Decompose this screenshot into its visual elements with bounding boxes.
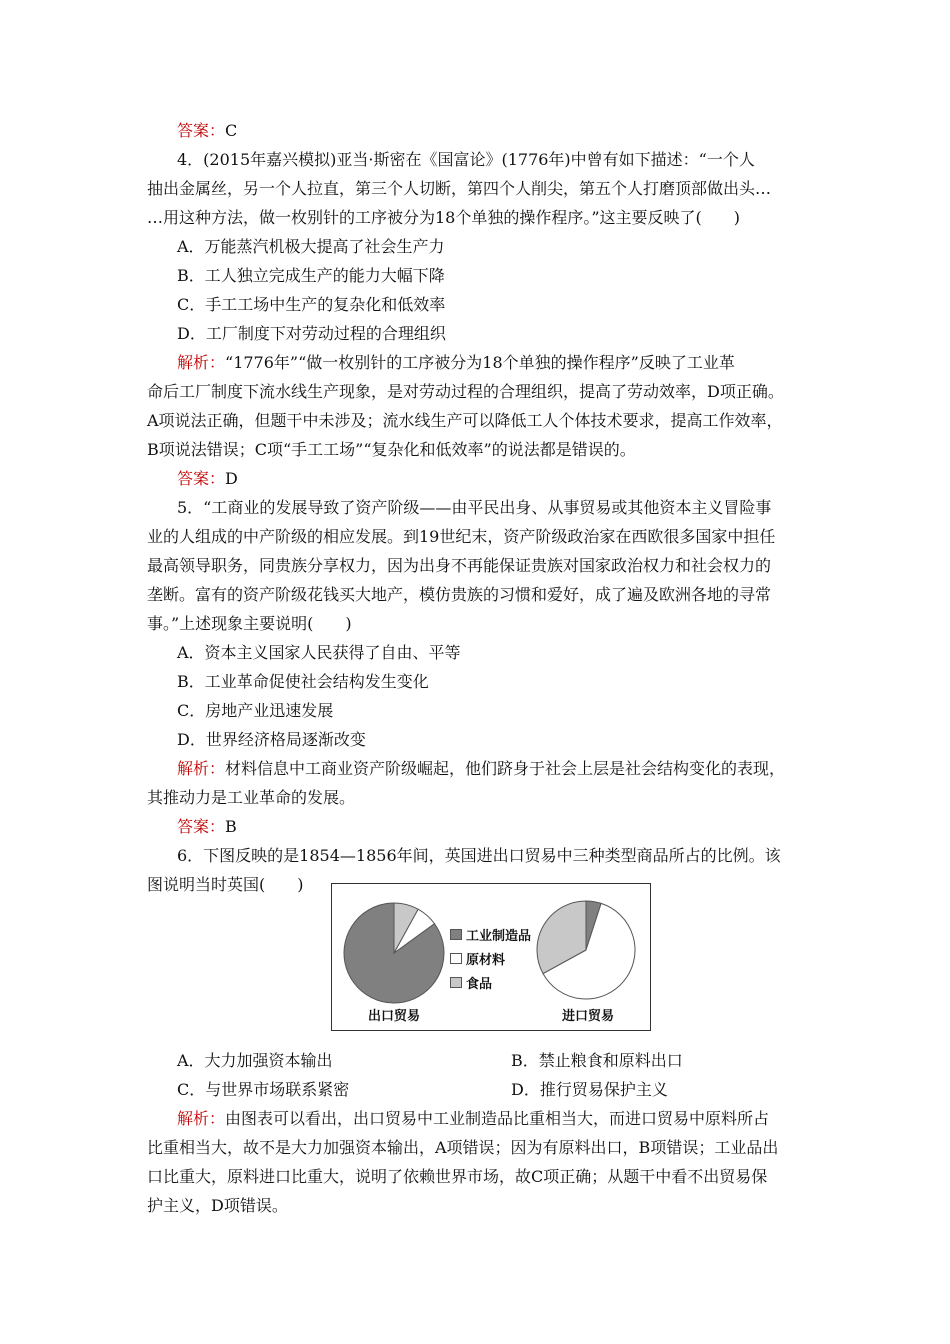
q5-stem-line: 业的人组成的中产阶级的相应发展。到19世纪末，资产阶级政治家在西欧很多国家中担任 <box>147 527 776 546</box>
answer-value: C <box>225 121 238 140</box>
q5-stem-line: 垄断。富有的资产阶级花钱买大地产，模仿贵族的习惯和爱好，成了遍及欧洲各地的寻常 <box>147 585 772 604</box>
analysis-text: 由图表可以看出，出口贸易中工业制造品比重相当大，而进口贸易中原料所占 <box>225 1109 770 1128</box>
chart-legend <box>450 922 531 994</box>
q4-option-b: B．工人独立完成生产的能力大幅下降 <box>177 266 445 285</box>
analysis-label: 解析： <box>177 759 226 778</box>
analysis-label: 解析： <box>177 1109 226 1128</box>
answer-value: B <box>225 817 237 836</box>
legend-label: 工业制造品 <box>466 928 532 944</box>
answer-value: D <box>225 469 238 488</box>
q3-answer <box>177 120 845 142</box>
legend-swatch <box>450 977 462 988</box>
q6-analysis-line: 比重相当大，故不是大力加强资本输出，A项错误；因为有原料出口，B项错误；工业品出 <box>147 1138 779 1157</box>
q6-stem-line: 图说明当时英国( ) <box>147 875 304 894</box>
q4-option-d: D．工厂制度下对劳动过程的合理组织 <box>177 324 446 343</box>
q5-option-d: D．世界经济格局逐渐改变 <box>177 730 366 749</box>
analysis-text: 材料信息中工商业资产阶级崛起，他们跻身于社会上层是社会结构变化的表现， <box>225 759 786 778</box>
analysis-text: “1776年”“做一枚别针的工序被分为18个单独的操作程序”反映了工业革 <box>225 353 735 372</box>
q5-option-a: A．资本主义国家人民获得了自由、平等 <box>177 643 461 662</box>
q6-options-row <box>177 1050 845 1072</box>
q6-analysis-line: 护主义，D项错误。 <box>147 1196 288 1215</box>
legend-item <box>450 946 531 970</box>
q4-stem-line: 4．(2015年嘉兴模拟)亚当·斯密在《国富论》(1776年)中曾有如下描述：“一个人 <box>177 150 755 169</box>
q4-analysis-line: 命后工厂制度下流水线生产现象，是对劳动过程的合理组织，提高了劳动效率，D项正确。 <box>147 382 784 401</box>
q4-analysis-line <box>177 352 845 374</box>
q6-options-row <box>177 1079 845 1101</box>
q6-option-b: B．禁止粮食和原料出口 <box>511 1051 683 1070</box>
answer-label: 答案： <box>177 817 226 836</box>
legend-label: 食品 <box>466 976 493 992</box>
q5-stem-line: 5．“工商业的发展导致了资产阶级——由平民出身、从事贸易或其他资本主义冒险事 <box>177 498 772 517</box>
export-caption: 出口贸易 <box>368 1009 421 1024</box>
legend-swatch <box>450 953 462 964</box>
legend-swatch <box>450 929 462 940</box>
q4-analysis-line: A项说法正确，但题干中未涉及；流水线生产可以降低工人个体技术要求，提高工作效率， <box>147 411 783 430</box>
q5-option-b: B．工业革命促使社会结构发生变化 <box>177 672 429 691</box>
answer-label: 答案： <box>177 121 226 140</box>
q6-analysis-line: 口比重大，原料进口比重大，说明了依赖世界市场，故C项正确；从题干中看不出贸易保 <box>147 1167 768 1186</box>
q5-analysis-line <box>177 758 845 780</box>
q6-option-c: C．与世界市场联系紧密 <box>177 1080 350 1099</box>
trade-pie-figure <box>331 883 651 1031</box>
q4-option-a: A．万能蒸汽机极大提高了社会生产力 <box>177 237 445 256</box>
q5-stem-line: 最高领导职务，同贵族分享权力，因为出身不再能保证贵族对国家政治权力和社会权力的 <box>147 556 772 575</box>
q5-option-c: C．房地产业迅速发展 <box>177 701 334 720</box>
q5-analysis-line: 其推动力是工业革命的发展。 <box>147 788 356 807</box>
q6-stem-line: 6．下图反映的是1854—1856年间，英国进出口贸易中三种类型商品所占的比例。该 <box>177 846 781 865</box>
q6-option-d: D．推行贸易保护主义 <box>511 1080 668 1099</box>
q5-stem-line: 事。”上述现象主要说明( ) <box>147 614 352 633</box>
q5-answer <box>177 816 845 838</box>
q6-analysis-line <box>177 1108 845 1130</box>
import-caption: 进口贸易 <box>562 1009 615 1024</box>
q4-answer <box>177 468 845 490</box>
legend-label: 原材料 <box>466 952 506 968</box>
q4-option-c: C．手工工场中生产的复杂化和低效率 <box>177 295 446 314</box>
legend-item <box>450 970 531 994</box>
q4-stem-line: …用这种方法，做一枚别针的工序被分为18个单独的操作程序。”这主要反映了( ) <box>147 208 741 227</box>
answer-label: 答案： <box>177 469 226 488</box>
q4-analysis-line: B项说法错误；C项“手工工场”“复杂化和低效率”的说法都是错误的。 <box>147 440 636 459</box>
analysis-label: 解析： <box>177 353 226 372</box>
q6-option-a: A．大力加强资本输出 <box>177 1051 333 1070</box>
legend-item <box>450 922 531 946</box>
q4-stem-line: 抽出金属丝，另一个人拉直，第三个人切断，第四个人削尖，第五个人打磨顶部做出头… <box>147 179 772 198</box>
